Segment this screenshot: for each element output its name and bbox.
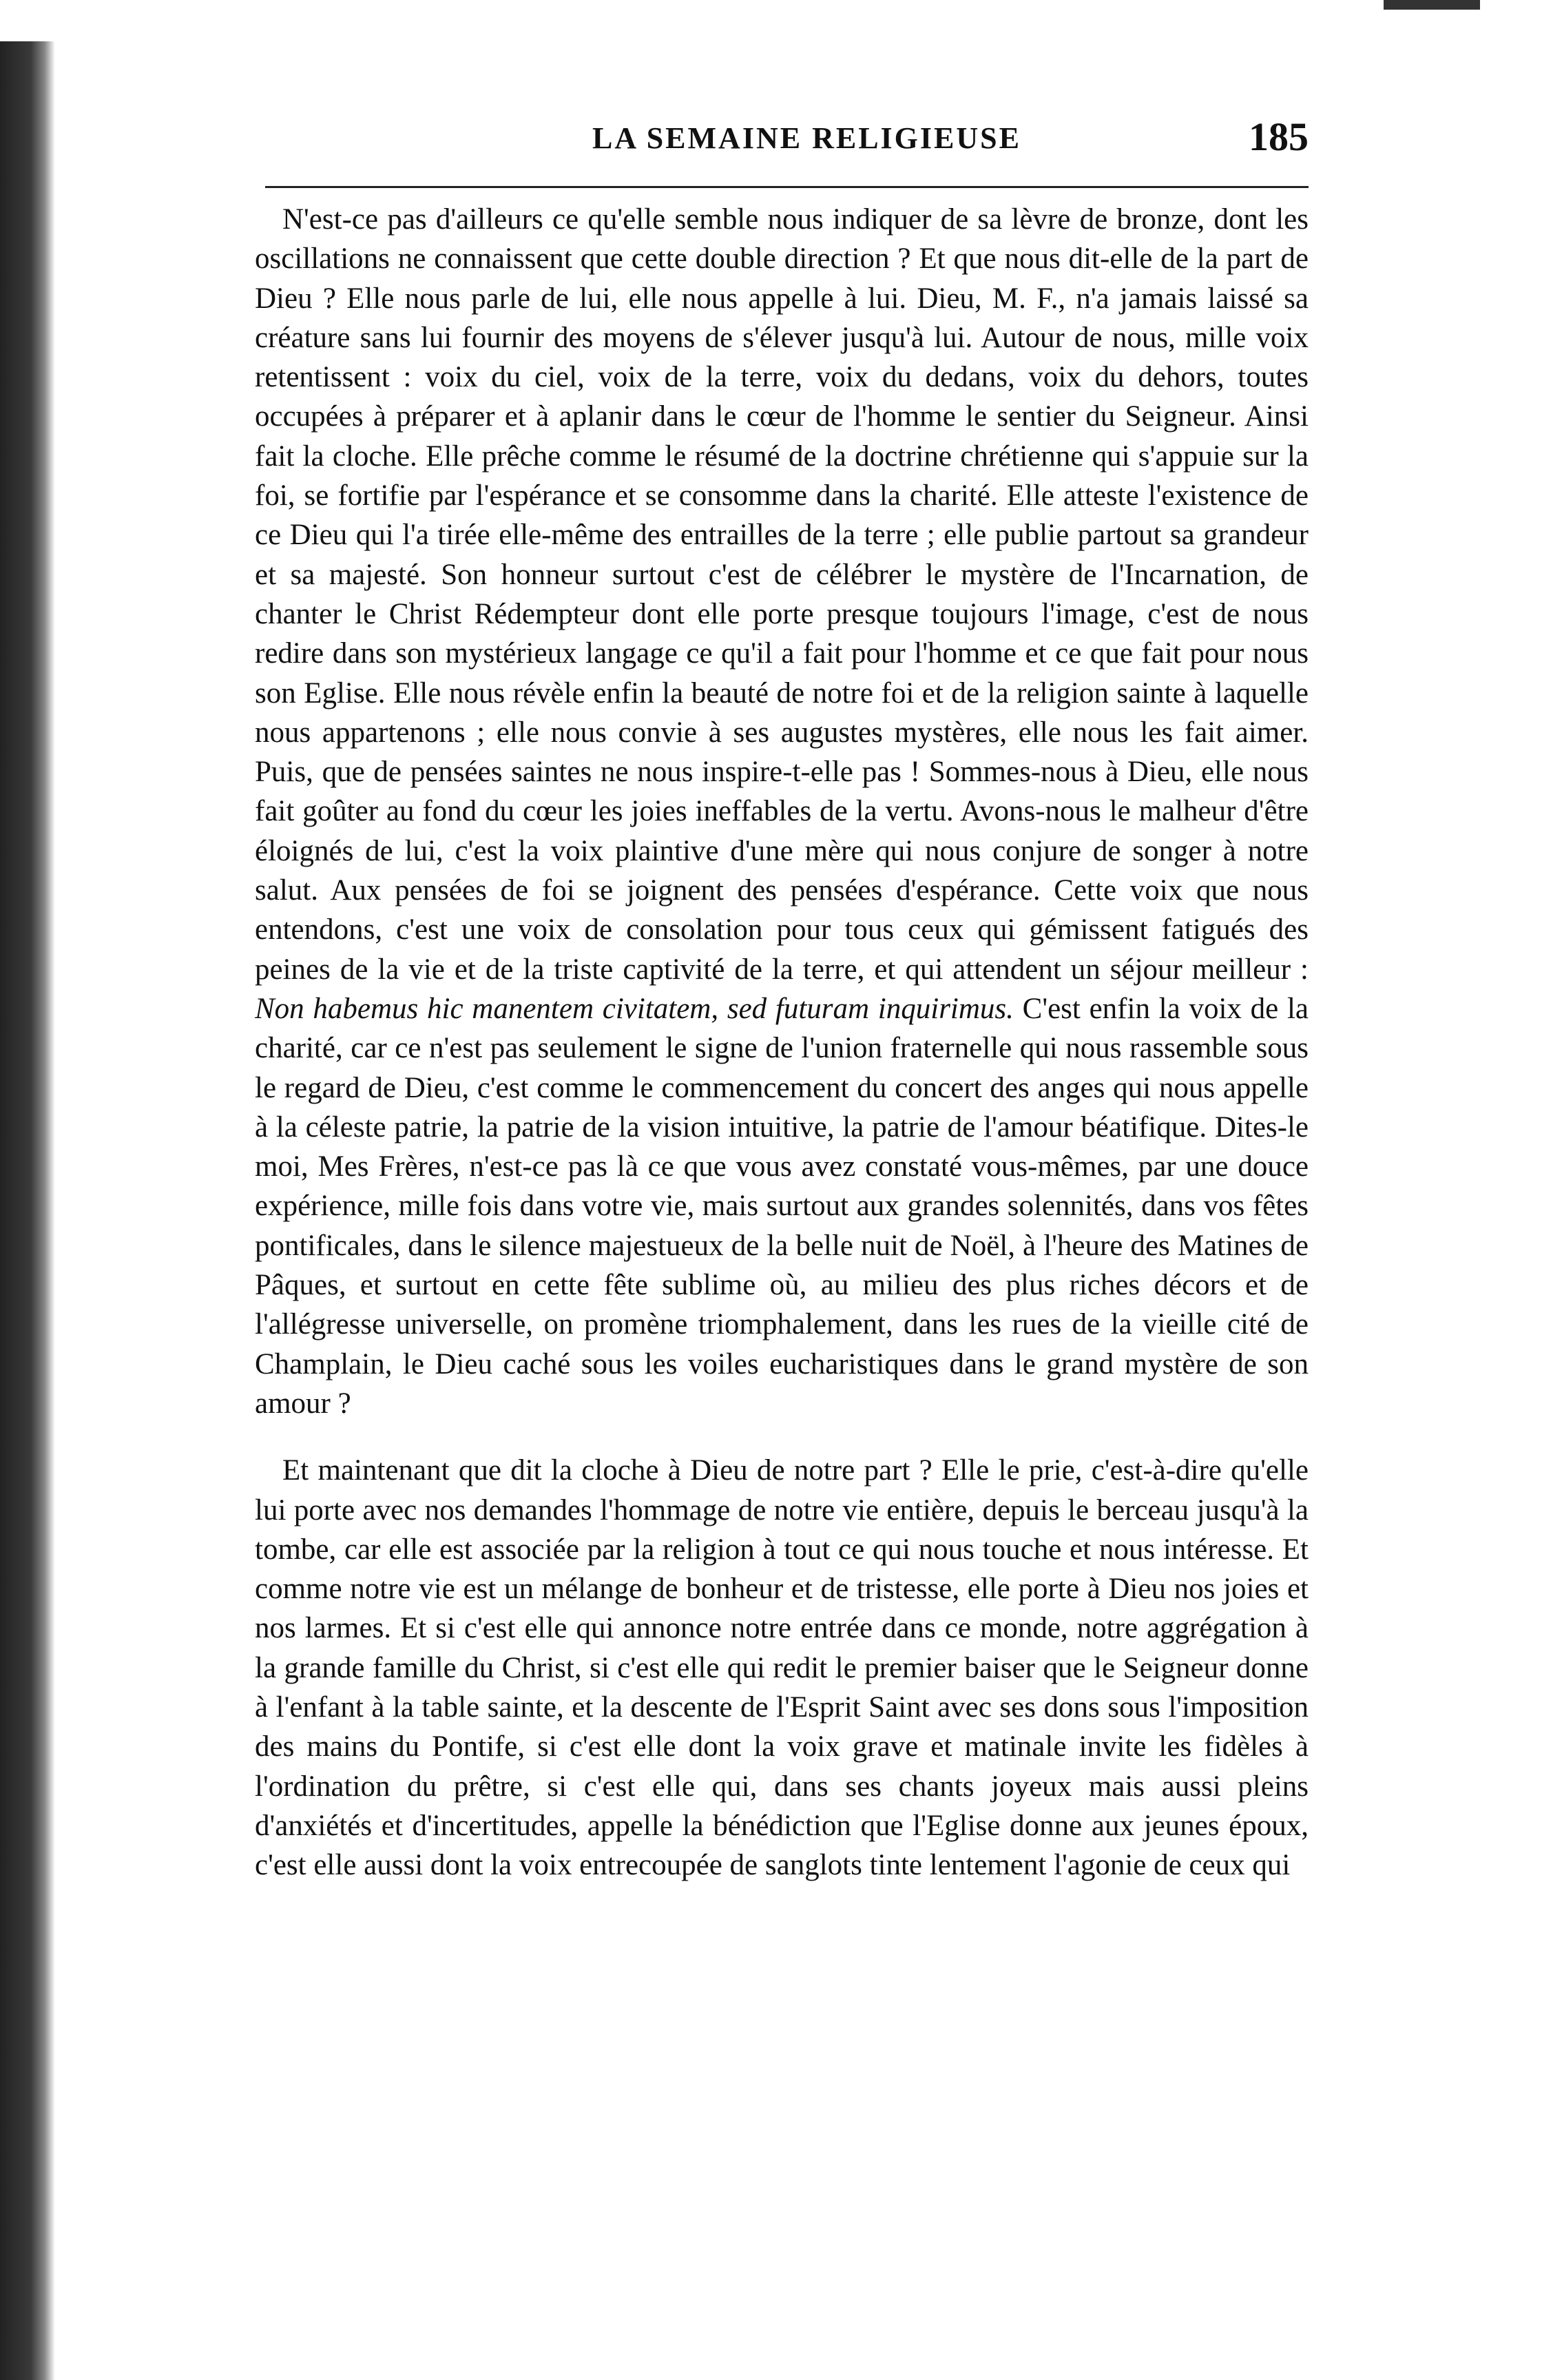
paragraph-1-text: N'est-ce pas d'ailleurs ce qu'elle semble nous indiquer de sa lèvre de bronze, dont les oscillations ne connaissent que cette double direction ? Et que nous dit-elle de la part de Dieu ? Elle nous parle de lui, elle nous appelle à lui. Dieu, M. F., n'a jamais laissé sa créature sans lui fournir des moyens de s'élever jusqu'à lui. Autour de nous, mille voix retentissent : voix du ciel, voix de la terre, voix du dedans, voix du dehors, toutes occupées à préparer et à aplanir dans le cœur de l'homme le sentier du Seigneur. Ainsi fait la cloche. Elle prêche comme le résumé de la doctrine chrétienne qui s'appuie sur la foi, se fortifie par l'espérance et se consomme dans la charité. Elle atteste l'existence de ce Dieu qui l'a tirée elle-même des entrailles de la terre ; elle publie partout sa grandeur et sa majesté. Son honneur surtout c'est de célébrer le mystère de l'Incarnation, de chanter le Christ Rédempteur dont elle porte presque toujours l'image, c'est de nous redire dans son mystérieux langage ce qu'il a fait pour l'homme et ce que fait pour nous son Eglise. Elle nous révèle enfin la beauté de notre foi et de la religion sainte à laquelle nous appartenons ; elle nous convie à ses augustes mystères, elle nous les fait aimer. Puis, que de pensées saintes ne nous inspire-t-elle pas ! Sommes-nous à Dieu, elle nous fait goûter au fond du cœur les joies ineffables de la vertu. Avons-nous le malheur d'être éloignés de lui, c'est la voix plaintive d'une mère qui nous conjure de songer à notre salut. Aux pensées de foi se joignent des pensées d'espérance. Cette voix que nous entendons, c'est une voix de consolation pour tous ceux qui gémissent fatigués des peines de la vie et de la triste captivité de la terre, et qui attendent un séjour meilleur : xyxy=(255,203,1309,986)
running-title: LA SEMAINE RELIGIEUSE xyxy=(592,121,1021,155)
paragraph-2-text: Et maintenant que dit la cloche à Dieu de notre part ? Elle le prie, c'est-à-dire qu'elle lui porte avec nos demandes l'hommage de notre vie entière, depuis le berceau jusqu'à la tombe, car elle est associée par la religion à tout ce qui nous touche et nous intéresse. Et comme notre vie est un mélange de bonheur et de tristesse, elle porte à Dieu nos joies et nos larmes. Et si c'est elle qui annonce notre entrée dans ce monde, notre aggrégation à la grande famille du Christ, si c'est elle qui redit le premier baiser que le Seigneur donne à l'enfant à la table sainte, et la descente de l'Esprit Saint avec ses dons sous l'imposition des mains du Pontife, si c'est elle dont la voix grave et matinale invite les fidèles à l'ordination du prêtre, si c'est elle qui, dans ses chants joyeux mais aussi pleins d'anxiétés et d'incertitudes, appelle la bénédiction que l'Eglise donne aux jeunes époux, c'est elle aussi dont la voix entrecoupée de sanglots tinte lentement l'agonie de ceux qui xyxy=(255,1454,1309,1882)
paragraph-1 xyxy=(255,200,1309,1423)
article-body xyxy=(255,200,1309,1885)
page-number: 185 xyxy=(1249,114,1309,159)
paragraph-2 xyxy=(255,1451,1309,1885)
paragraph-1-continuation: C'est enfin la voix de la charité, car ce n'est pas seulement le signe de l'union fraternelle qui nous rassemble sous le regard de Dieu, c'est comme le commencement du concert des anges qui nous appelle à la céleste patrie, la patrie de la vision intuitive, la patrie de l'amour béatifique. Dites-le moi, Mes Frères, n'est-ce pas là ce que vous avez constaté vous-mêmes, par une douce expérience, mille fois dans votre vie, mais surtout aux grandes solennités, dans vos fêtes pontificales, dans le silence majestueux de la belle nuit de Noël, à l'heure des Matines de Pâques, et surtout en cette fête sublime où, au milieu des plus riches décors et de l'allégresse universelle, on promène triomphalement, dans les rues de la vieille cité de Champlain, le Dieu caché sous les voiles eucharistiques dans le grand mystère de son amour ? xyxy=(255,992,1309,1420)
running-head xyxy=(275,114,1309,176)
scan-margin-shadow xyxy=(0,41,55,2380)
header-rule xyxy=(265,186,1309,188)
latin-quotation: Non habemus hic manentem civitatem, sed futuram inquirimus. xyxy=(255,992,1014,1025)
scan-top-mark xyxy=(1384,0,1480,10)
